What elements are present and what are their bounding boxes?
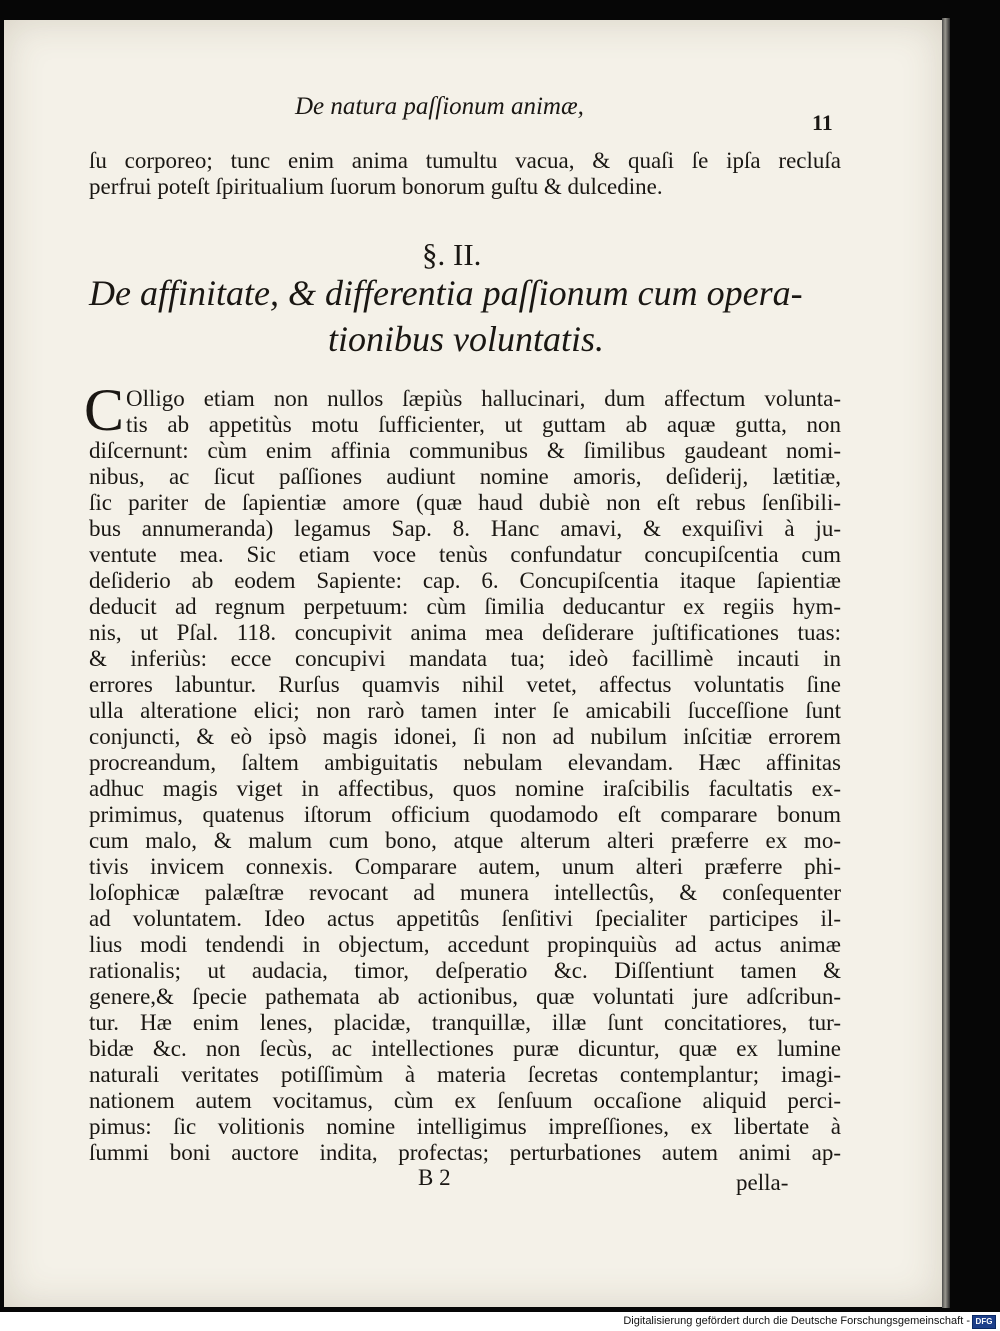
body-line-4: nibus, ac ſicut paſſiones audiunt nomine amoris, deſiderij, lætitiæ, <box>89 464 841 489</box>
body-line-16: adhuc magis viget in affectibus, quos nomine iraſcibilis facultatis ex- <box>89 776 841 801</box>
body-line-1: Olligo etiam non nullos ſæpiùs hallucinari, dum affectum volunta- <box>126 386 841 411</box>
body-line-13: ulla alteratione elici; non rarò tamen inter ſe amicabili ſucceſſione ſunt <box>89 698 841 723</box>
body-line-30: ſummi boni auctore indita, profectas; perturbationes autem animi ap- <box>89 1140 841 1165</box>
body-line-10: nis, ut Pſal. 118. concupivit anima mea deſiderare juſtificationes tuas: <box>89 620 841 645</box>
body-line-27: naturali veritates potiſſimùm à materia ſecretas contemplantur; imagi- <box>89 1062 841 1087</box>
section-number: §. II. <box>422 237 482 272</box>
body-line-5: ſic pariter de ſapientiæ amore (quæ haud dubiè non eſt rebus ſenſibili- <box>89 490 841 515</box>
running-head: De natura paſſionum animæ, <box>295 93 584 120</box>
body-line-18: cum malo, & malum cum bono, atque alterum alteri præferre ex mo- <box>89 828 841 853</box>
body-line-17: primimus, quatenus iſtorum officium quodamodo eſt comparare bonum <box>89 802 841 827</box>
body-line-9: deducit ad regnum perpetuum: cùm ſimilia deducantur ex regiis hym- <box>89 594 841 619</box>
body-line-26: bidæ &c. non ſecùs, ac intellectiones puræ dicuntur, quæ ex lumine <box>89 1036 841 1061</box>
footer-credit: Digitalisierung gefördert durch die Deutsche Forschungsgemeinschaft - <box>623 1315 970 1327</box>
drop-cap: C <box>84 377 125 443</box>
body-line-11: & inferiùs: ecce concupivi mandata tua; ideò facillimè incauti in <box>89 646 841 671</box>
catchword: pella- <box>736 1170 789 1195</box>
body-line-3: diſcernunt: cùm enim affinia communibus & ſimilibus gaudeant nomi- <box>89 438 841 463</box>
body-line-7: ventute mea. Sic etiam voce tenùs confundatur concupiſcentia cum <box>89 542 841 567</box>
dfg-logo: DFG <box>972 1315 996 1329</box>
body-line-22: lius modi tendendi in objectum, accedunt propinquiùs ad actus animæ <box>89 932 841 957</box>
intro-line-1: ſu corporeo; tunc enim anima tumultu vacua, & quaſi ſe ipſa recluſa <box>89 148 841 173</box>
intro-line-2: perfrui poteſt ſpiritualium ſuorum bonorum guſtu & dulcedine. <box>89 174 663 199</box>
page-number: 11 <box>812 110 833 135</box>
body-line-23: rationalis; ut audacia, timor, deſperatio &c. Diſſentiunt tamen & <box>89 958 841 983</box>
body-line-21: ad voluntatem. Ideo actus appetitûs ſenſitivi ſpecialiter participes il- <box>89 906 841 931</box>
body-line-28: nationem autem vocitamus, cùm ex ſenſuum occaſione aliquid perci- <box>89 1088 841 1113</box>
body-line-20: loſophicæ palæſtræ revocant ad munera intellectûs, & conſequenter <box>89 880 841 905</box>
body-line-24: genere,& ſpecie pathemata ab actionibus, quæ voluntati jure adſcribun- <box>89 984 841 1009</box>
body-line-29: pimus: ſic volitionis nomine intelligimus impreſſiones, ex libertate à <box>89 1114 841 1139</box>
body-line-12: errores labuntur. Rurſus quamvis nihil vetet, affectus voluntatis ſine <box>89 672 841 697</box>
body-line-15: procreandum, ſaltem ambiguitatis nebulam elevandam. Hæc affinitas <box>89 750 841 775</box>
page-edge <box>942 18 950 1308</box>
body-line-14: conjuncti, & eò ipsò magis idonei, ſi non ad nubilum inſcitiæ errorem <box>89 724 841 749</box>
body-line-6: bus annumeranda) legamus Sap. 8. Hanc amavi, & exquiſivi à ju- <box>89 516 841 541</box>
signature-mark: B 2 <box>418 1165 451 1190</box>
body-line-2: tis ab appetitùs motu ſufficienter, ut guttam ab aquæ gutta, non <box>126 412 841 437</box>
body-line-25: tur. Hæ enim lenes, placidæ, tranquillæ, illæ ſunt concitatiores, tur- <box>89 1010 841 1035</box>
section-title-line-1: De affinitate, & differentia paſſionum cum opera- <box>89 273 803 313</box>
section-title-line-2: tionibus voluntatis. <box>328 319 605 359</box>
body-line-19: tivis invicem connexis. Comparare autem, unum alteri præferre phi- <box>89 854 841 879</box>
body-line-8: deſiderio ab eodem Sapiente: cap. 6. Concupiſcentia itaque ſapientiæ <box>89 568 841 593</box>
